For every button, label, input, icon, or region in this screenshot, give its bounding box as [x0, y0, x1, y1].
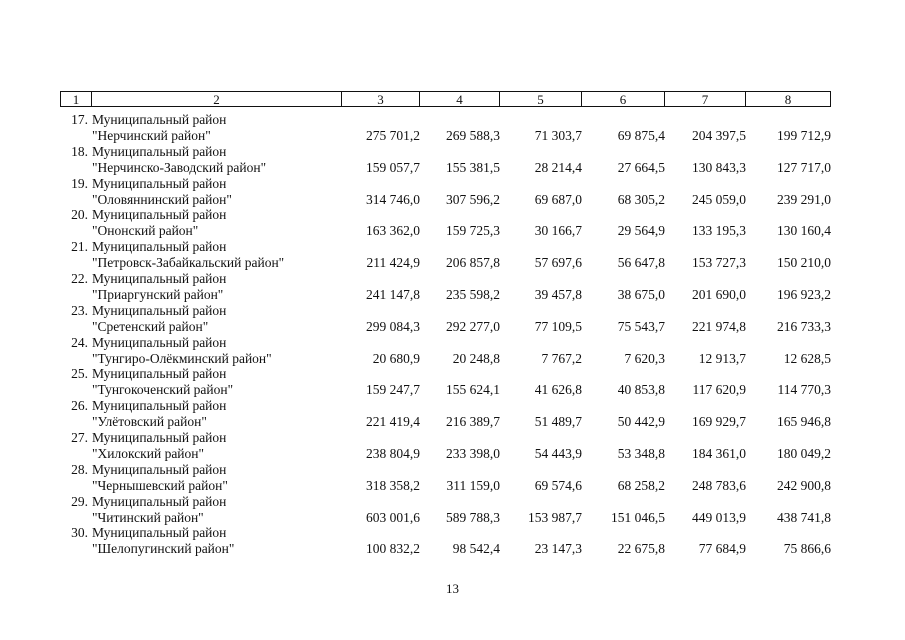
value-col-8: 150 210,0: [777, 255, 831, 271]
value-col-4: 292 277,0: [446, 318, 500, 334]
value-col-8: 12 628,5: [783, 350, 831, 366]
value-col-8: 180 049,2: [777, 446, 831, 461]
header-cell-1: 1: [60, 91, 92, 107]
value-col-5: 69 574,6: [534, 477, 582, 493]
value-col-8: 242 900,8: [777, 477, 831, 493]
table-row: [0, 398, 905, 430]
value-col-5: 57 697,6: [534, 255, 582, 271]
value-col-3: 299 084,3: [366, 318, 420, 334]
row-number: 24.: [71, 334, 88, 350]
value-col-6: 50 442,9: [617, 414, 665, 430]
value-col-6: 22 675,8: [617, 541, 665, 557]
value-col-4: 206 857,8: [446, 255, 500, 271]
value-col-4: 155 381,5: [446, 159, 500, 175]
table-row: [0, 430, 905, 462]
row-number: 28.: [71, 461, 88, 477]
value-col-7: 153 727,3: [692, 255, 746, 271]
row-district-name: "Улётовский район": [92, 414, 207, 430]
value-col-6: 29 564,9: [617, 223, 665, 239]
value-col-5: 23 147,3: [534, 541, 582, 557]
table-row: [0, 207, 905, 239]
value-col-5: 54 443,9: [534, 446, 582, 461]
value-col-6: 151 046,5: [611, 509, 665, 525]
row-category: Муниципальный район: [92, 430, 227, 445]
row-category: Муниципальный район: [92, 239, 227, 255]
row-number: 22.: [71, 271, 88, 286]
row-category: Муниципальный район: [92, 366, 227, 382]
value-col-5: 28 214,4: [534, 159, 582, 175]
row-category: Муниципальный район: [92, 112, 227, 127]
value-col-8: 196 923,2: [777, 287, 831, 302]
value-col-4: 235 598,2: [446, 287, 500, 302]
value-col-3: 275 701,2: [366, 128, 420, 143]
row-number: 25.: [71, 366, 88, 382]
value-col-8: 127 717,0: [777, 159, 831, 175]
row-district-name: "Хилокский район": [92, 446, 205, 461]
row-number: 19.: [71, 175, 88, 191]
table-row: [0, 462, 905, 494]
value-col-8: 114 770,3: [777, 382, 831, 398]
header-cell-5: 5: [500, 91, 582, 107]
value-col-5: 153 987,7: [528, 509, 582, 525]
value-col-7: 449 013,9: [692, 509, 746, 525]
value-col-6: 7 620,3: [624, 350, 665, 366]
value-col-7: 77 684,9: [698, 541, 746, 557]
value-col-5: 71 303,7: [534, 128, 582, 143]
value-col-3: 221 419,4: [366, 414, 420, 430]
value-col-7: 248 783,6: [692, 477, 746, 493]
value-col-7: 221 974,8: [692, 318, 746, 334]
value-col-5: 69 687,0: [534, 191, 582, 207]
row-district-name: "Чернышевский район": [92, 477, 228, 493]
value-col-6: 56 647,8: [617, 255, 665, 271]
row-category: Муниципальный район: [92, 302, 227, 318]
row-category: Муниципальный район: [92, 207, 227, 223]
row-number: 17.: [71, 112, 88, 127]
value-col-6: 27 664,5: [617, 159, 665, 175]
value-col-3: 159 247,7: [366, 382, 420, 398]
value-col-7: 204 397,5: [692, 128, 746, 143]
row-district-name: "Нерчинский район": [92, 128, 211, 143]
value-col-5: 77 109,5: [534, 318, 582, 334]
header-cell-6: 6: [582, 91, 665, 107]
row-category: Муниципальный район: [92, 461, 227, 477]
value-col-3: 211 424,9: [366, 255, 420, 271]
page-number: 13: [446, 581, 459, 596]
value-col-5: 51 489,7: [534, 414, 582, 430]
value-col-4: 233 398,0: [446, 446, 500, 461]
value-col-6: 40 853,8: [617, 382, 665, 398]
value-col-4: 20 248,8: [452, 350, 500, 366]
value-col-4: 269 588,3: [446, 128, 500, 143]
value-col-5: 41 626,8: [534, 382, 582, 398]
value-col-6: 69 875,4: [617, 128, 665, 143]
row-number: 21.: [71, 239, 88, 255]
row-district-name: "Петровск-Забайкальский район": [92, 255, 285, 271]
row-number: 26.: [71, 398, 88, 414]
row-category: Муниципальный район: [92, 398, 227, 414]
value-col-6: 68 305,2: [617, 191, 665, 207]
header-cell-4: 4: [420, 91, 500, 107]
table-row: [0, 303, 905, 335]
row-number: 18.: [71, 143, 88, 159]
value-col-7: 245 059,0: [692, 191, 746, 207]
table-row: [0, 525, 905, 557]
value-col-7: 117 620,9: [692, 382, 746, 398]
value-col-6: 75 543,7: [617, 318, 665, 334]
table-row: [0, 494, 905, 526]
value-col-7: 169 929,7: [692, 414, 746, 430]
value-col-3: 318 358,2: [366, 477, 420, 493]
value-col-3: 163 362,0: [366, 223, 420, 239]
row-category: Муниципальный район: [92, 334, 227, 350]
value-col-8: 75 866,6: [783, 541, 831, 557]
value-col-3: 238 804,9: [366, 446, 420, 461]
table-row: [0, 144, 905, 176]
row-district-name: "Тунгокоченский район": [92, 382, 234, 398]
header-cell-2: 2: [92, 91, 342, 107]
value-col-8: 165 946,8: [777, 414, 831, 430]
value-col-3: 603 001,6: [366, 509, 420, 525]
value-col-3: 159 057,7: [366, 159, 420, 175]
row-category: Муниципальный район: [92, 493, 227, 509]
header-cell-7: 7: [665, 91, 746, 107]
value-col-5: 30 166,7: [534, 223, 582, 239]
row-district-name: "Оловяннинский район": [92, 191, 232, 207]
table-row: [0, 335, 905, 367]
value-col-8: 199 712,9: [777, 128, 831, 143]
value-col-4: 589 788,3: [446, 509, 500, 525]
header-cell-8: 8: [746, 91, 831, 107]
row-number: 30.: [71, 525, 88, 541]
value-col-3: 314 746,0: [366, 191, 420, 207]
value-col-6: 53 348,8: [617, 446, 665, 461]
value-col-3: 241 147,8: [366, 287, 420, 302]
row-category: Муниципальный район: [92, 175, 227, 191]
row-number: 23.: [71, 302, 88, 318]
value-col-8: 438 741,8: [777, 509, 831, 525]
table-row: [0, 112, 905, 144]
row-number: 20.: [71, 207, 88, 223]
row-number: 27.: [71, 430, 88, 445]
value-col-4: 311 159,0: [446, 477, 500, 493]
value-col-5: 7 767,2: [541, 350, 582, 366]
row-district-name: "Читинский район": [92, 509, 204, 525]
value-col-4: 216 389,7: [446, 414, 500, 430]
row-district-name: "Ононский район": [92, 223, 199, 239]
row-district-name: "Приаргунский район": [92, 287, 224, 302]
row-number: 29.: [71, 493, 88, 509]
value-col-8: 216 733,3: [777, 318, 831, 334]
table-row: [0, 176, 905, 208]
header-cell-3: 3: [342, 91, 420, 107]
value-col-3: 100 832,2: [366, 541, 420, 557]
value-col-8: 239 291,0: [777, 191, 831, 207]
value-col-7: 12 913,7: [698, 350, 746, 366]
value-col-5: 39 457,8: [534, 287, 582, 302]
row-district-name: "Тунгиро-Олёкминский район": [92, 350, 272, 366]
value-col-4: 155 624,1: [446, 382, 500, 398]
value-col-3: 20 680,9: [372, 350, 420, 366]
value-col-7: 201 690,0: [692, 287, 746, 302]
value-col-6: 68 258,2: [617, 477, 665, 493]
table-row: [0, 271, 905, 303]
value-col-7: 184 361,0: [692, 446, 746, 461]
value-col-6: 38 675,0: [617, 287, 665, 302]
value-col-7: 133 195,3: [692, 223, 746, 239]
row-category: Муниципальный район: [92, 525, 227, 541]
row-district-name: "Нерчинско-Заводский район": [92, 159, 267, 175]
value-col-8: 130 160,4: [777, 223, 831, 239]
row-category: Муниципальный район: [92, 143, 227, 159]
value-col-4: 159 725,3: [446, 223, 500, 239]
row-category: Муниципальный район: [92, 271, 227, 286]
row-district-name: "Сретенский район": [92, 318, 209, 334]
value-col-4: 307 596,2: [446, 191, 500, 207]
table-row: [0, 239, 905, 271]
value-col-7: 130 843,3: [692, 159, 746, 175]
value-col-4: 98 542,4: [452, 541, 500, 557]
row-district-name: "Шелопугинский район": [92, 541, 235, 557]
table-row: [0, 366, 905, 398]
